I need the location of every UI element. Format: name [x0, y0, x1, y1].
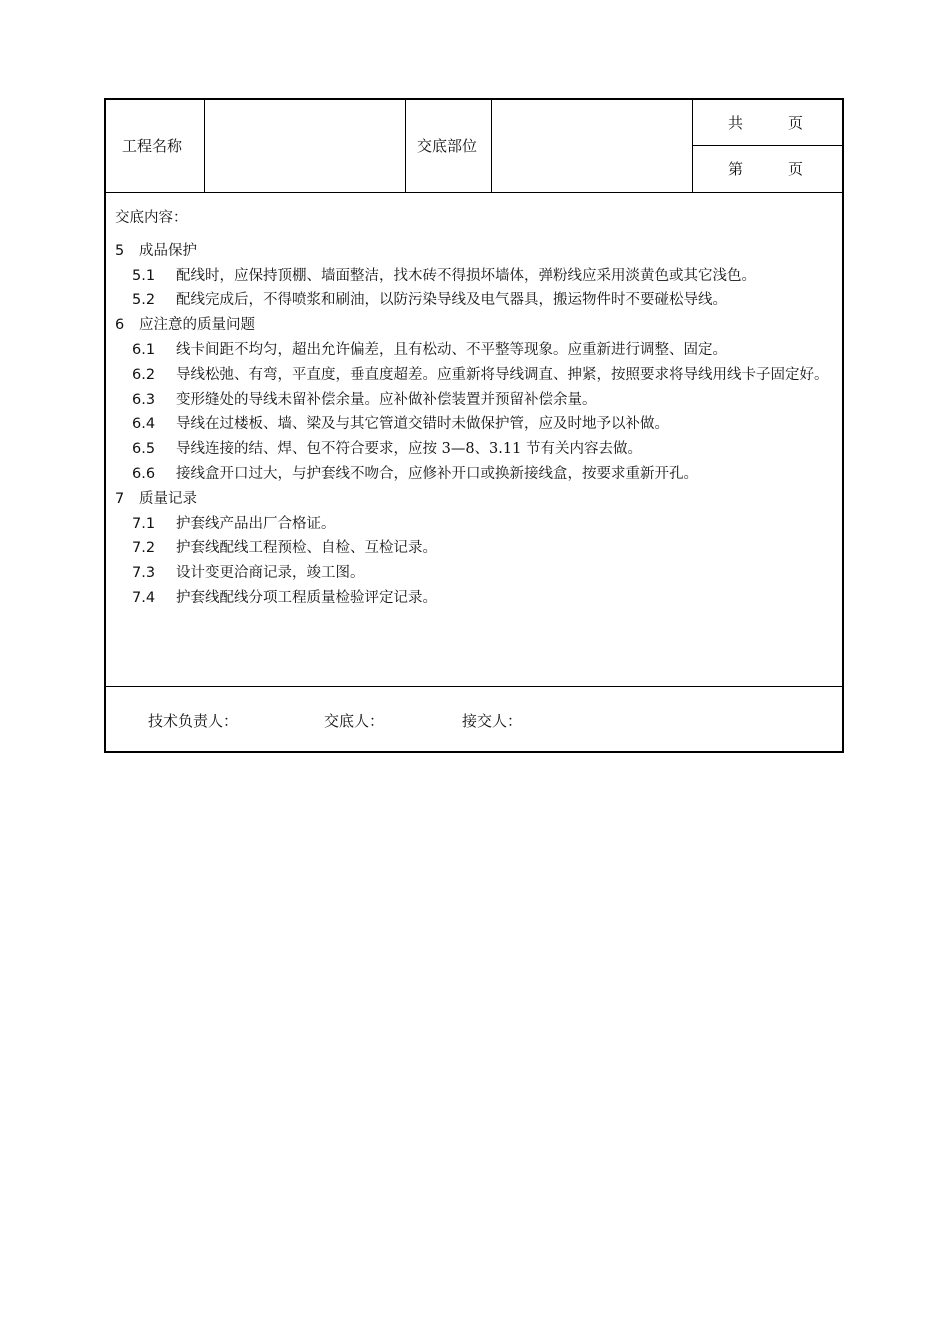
item-number: 6.1 — [132, 341, 156, 358]
content-intro: 交底内容： — [115, 210, 188, 226]
list-item — [115, 536, 837, 561]
header-divider — [692, 100, 693, 192]
list-item — [115, 412, 837, 437]
section-title: 成品保护 — [139, 242, 197, 259]
disclosure-content — [115, 206, 837, 611]
location-label: 交底部位 — [417, 137, 478, 155]
receiver-label: 接交人： — [462, 712, 523, 730]
section-title: 应注意的质量问题 — [139, 317, 255, 334]
tech-lead-label: 技术负责人： — [148, 712, 239, 730]
project-name-label: 工程名称 — [122, 137, 183, 155]
header-divider — [692, 145, 844, 146]
item-text: 护套线产品出厂合格证。 — [176, 515, 336, 532]
disclosure-form — [104, 98, 844, 753]
section-heading — [115, 313, 837, 338]
list-item — [115, 338, 837, 363]
item-number: 7.2 — [132, 540, 156, 557]
section-title: 质量记录 — [139, 490, 197, 507]
item-number: 6.4 — [132, 416, 156, 433]
list-item — [115, 437, 837, 462]
list-item — [115, 586, 837, 611]
item-number: 6.6 — [132, 465, 156, 482]
item-text: 接线盒开口过大，与护套线不吻合，应修补开口或换新接线盒，按要求重新开孔。 — [176, 465, 698, 482]
list-item — [115, 462, 837, 487]
item-number: 5.1 — [132, 267, 156, 284]
list-item — [115, 512, 837, 537]
item-number: 7.4 — [132, 589, 156, 606]
section-number: 7 — [115, 490, 125, 507]
item-text: 配线时，应保持顶棚、墙面整洁，找木砖不得损坏墙体，弹粉线应采用淡黄色或其它浅色。 — [176, 267, 756, 284]
item-number: 7.3 — [132, 565, 156, 582]
section-heading — [115, 487, 837, 512]
item-text: 导线连接的结、焊、包不符合要求，应按 3—8、3.11 节有关内容去做。 — [176, 441, 642, 458]
item-number: 6.2 — [132, 366, 156, 383]
list-item — [115, 561, 837, 586]
section-number: 6 — [115, 317, 125, 334]
header-divider — [204, 100, 205, 192]
item-text: 配线完成后，不得喷浆和刷油，以防污染导线及电气器具，搬运物件时不要碰松导线。 — [176, 292, 727, 309]
section-number: 5 — [115, 242, 125, 259]
list-item — [115, 363, 837, 388]
section-heading — [115, 239, 837, 264]
total-pages: 共 页 — [728, 114, 804, 132]
page-number: 第 页 — [728, 160, 804, 178]
item-text: 导线松弛、有弯，平直度，垂直度超差。应重新将导线调直、抻紧，按照要求将导线用线卡子固定好。 — [176, 366, 829, 383]
item-number: 6.3 — [132, 391, 156, 408]
header-divider — [405, 100, 406, 192]
header-divider — [491, 100, 492, 192]
footer-top-rule — [106, 686, 844, 687]
item-text: 变形缝处的导线未留补偿余量。应补做补偿装置并预留补偿余量。 — [176, 391, 597, 408]
item-text: 护套线配线工程预检、自检、互检记录。 — [176, 540, 437, 557]
item-text: 导线在过楼板、墙、梁及与其它管道交错时未做保护管，应及时地予以补做。 — [176, 416, 669, 433]
discloser-label: 交底人： — [324, 712, 385, 730]
item-text: 设计变更洽商记录，竣工图。 — [176, 565, 365, 582]
list-item — [115, 264, 837, 289]
item-number: 5.2 — [132, 292, 156, 309]
item-text: 线卡间距不均匀，超出允许偏差，且有松动、不平整等现象。应重新进行调整、固定。 — [176, 341, 727, 358]
item-number: 6.5 — [132, 441, 156, 458]
item-number: 7.1 — [132, 515, 156, 532]
list-item — [115, 388, 837, 413]
header-bottom-rule — [106, 192, 844, 193]
list-item — [115, 288, 837, 313]
item-text: 护套线配线分项工程质量检验评定记录。 — [176, 589, 437, 606]
